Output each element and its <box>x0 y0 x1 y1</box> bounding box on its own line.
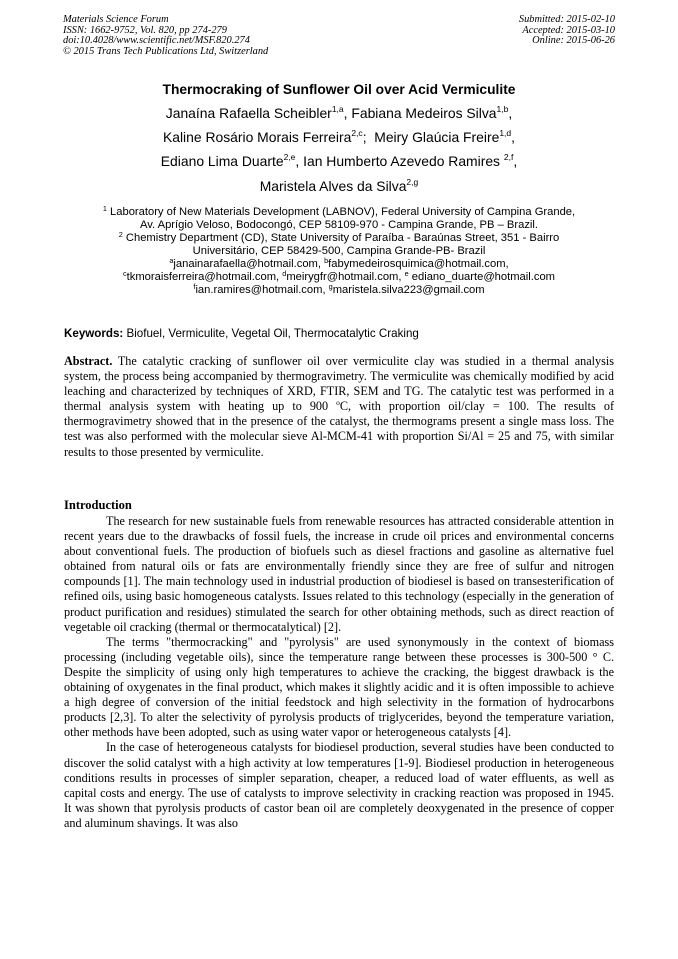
email-mark: b <box>324 256 329 266</box>
paragraph: The research for new sustainable fuels from renewable resources has attracted considerable attention in recent years due to the drawbacks of fossil fuels, the increase in crude oil prices and environmental concerns about conventional fuels. The production of biofuels such as diesel fractions and gasoline as alternative fuel obtained from natural oils or fats are environmentally friendly since they are free of sulfur and nitrogen compounds [1]. The main technology used in industrial production of biodiesel is based on transesterification of refined oils, using basic homogeneous catalysts. Issues related to this technology (especially in the generation of product purification and residues) stimulated the search for other obtaining methods, such as direct reaction of vegetable oil cracking (thermal or thermocatalytical) [2]. <box>64 514 614 634</box>
email-mark: e <box>404 269 409 279</box>
author-affil-mark: 1,b <box>496 104 509 114</box>
affil-text: Chemistry Department (CD), State University of Paraíba - Baraúnas Street, 351 - Bairro <box>122 232 560 245</box>
author-list <box>40 101 638 198</box>
author-affil-mark: 2,f <box>503 152 514 163</box>
author-name: Fabiana Medeiros Silva <box>351 105 497 121</box>
author-affil-mark: 2,c <box>351 128 363 139</box>
author-affil-mark: 2,e <box>283 152 296 163</box>
author-affil-mark: 2,g <box>406 176 419 187</box>
abstract-text: C, with proportion oil/clay = 100. The results of thermogravimetry showed that in the presence of the catalyst, the thermograms present a single mass loss. The test was also performed with the molecular sieve Al-MCM-41 with proportion Si/Al = 25 and 75, with similar results to those presented by vermiculite. <box>64 399 614 459</box>
affil-number: 1 <box>102 204 107 213</box>
affil-text: Laboratory of New Materials Development (LABNOV), Federal University of Campina Grande, <box>106 206 576 218</box>
online-date: Online: 2015-06-26 <box>532 35 615 47</box>
paragraph: The terms "thermocracking" and "pyrolysis" are used synonymously in the context of biomass processing (including vegetable oils), since the temperature range between these processes is 300-500 ° C. Despite the simplicity of using only high temperatures to achieve the cracking, the biggest drawback is the obtaining of oxygenates in the final product, which makes it slightly acidic and it is often impossible to achieve a high degree of conversion of the initial feedstock and high selectivity in the formation of hydrocarbons products [2,3]. To alter the selectivity of pyrolysis products of triglycerides, beyond the temperature variation, other methods have been adopted, such as using water vapor or heterogeneous catalysts [4]. <box>64 634 614 740</box>
email-mark: f <box>193 282 196 292</box>
journal-doi: doi:10.4028/www.scientific.net/MSF.820.274 <box>63 35 250 47</box>
journal-copyright: © 2015 Trans Tech Publications Ltd, Switzerland <box>63 46 269 58</box>
keywords-label: Keywords: <box>64 327 124 340</box>
submission-dates <box>519 15 615 47</box>
author-line: Janaína Rafaella Scheibler$^{1,a}$, Fabiana Medeiros Silva$^{1,b}$, <box>165 104 513 121</box>
affiliation-2-cont: Universitário, CEP 58429-500, Campina Grande-PB- Brazil <box>192 245 486 258</box>
affil-number: 2 <box>118 230 123 240</box>
email-mark: c <box>123 269 127 279</box>
email-mark: g <box>328 282 333 292</box>
author-line <box>40 174 638 198</box>
author-name: Janaína Rafaella Scheibler <box>165 105 332 121</box>
author-name: Ian Humberto Azevedo Ramires <box>303 153 504 170</box>
keywords-text: Biofuel, Vermiculite, Vegetal Oil, Thermocatalytic Craking <box>123 327 419 340</box>
author-affil-mark: 1,d <box>499 128 512 139</box>
email-address[interactable]: tkmoraisferreira@hotmail.com <box>126 271 277 284</box>
email-line: $^a$janainarafaella@hotmail.com, $^b$fabymedeirosquimica@hotmail.com, <box>169 256 509 271</box>
email-mark: d <box>282 269 287 279</box>
degree-mark: o <box>336 398 340 408</box>
accepted-date: Accepted: 2015-03-10 <box>522 24 615 36</box>
abstract-paragraph <box>64 354 614 460</box>
affiliations <box>40 206 638 297</box>
abstract <box>64 354 614 460</box>
author-line: Kaline Rosário Morais Ferreira$^{2,c}$; Meiry Glaúcia Freire$^{1,d}$, <box>162 128 515 146</box>
author-name: Kaline Rosário Morais Ferreira <box>162 129 352 146</box>
email-address[interactable]: maristela.silva223@gmail.com <box>332 284 485 297</box>
submitted-date: Submitted: 2015-02-10 <box>518 14 615 25</box>
email-address[interactable]: meirygfr@hotmail.com <box>286 271 399 284</box>
affiliation-2 <box>40 232 638 245</box>
email-address[interactable]: ian.ramires@hotmail.com <box>195 284 323 297</box>
paragraph: In the case of heterogeneous catalysts for biodiesel production, several studies have been conducted to discover the solid catalyst with a high activity at low temperatures [1-9]. Biodiesel production in heterogeneous conditions results in processes of simpler separation, cheaper, a reduced load of water effluents, as well as capital costs and energy. The use of catalysts to improve selectivity in cracking reaction was proposed in 1945. It was shown that pyrolysis products of castor bean oil are completely deoxygenated in the presence of copper and aluminum shavings. It was also <box>64 740 614 830</box>
paper-title: Thermocraking of Sunflower Oil over Acid Vermiculite <box>162 82 516 97</box>
author-name: Ediano Lima Duarte <box>160 153 284 170</box>
email-address[interactable]: fabymedeirosquimica@hotmail.com <box>328 258 506 271</box>
section-heading-introduction: Introduction <box>64 498 132 512</box>
keywords <box>64 327 616 340</box>
email-address[interactable]: ediano_duarte@hotmail.com <box>408 271 555 284</box>
affiliation-1 <box>40 206 638 219</box>
journal-issn: ISSN: 1662-9752, Vol. 820, pp 274-279 <box>63 24 227 36</box>
author-affil-mark: 1,a <box>331 104 344 114</box>
author-name: Maristela Alves da Silva <box>259 177 407 194</box>
journal-name: Materials Science Forum <box>63 14 169 25</box>
journal-info <box>63 15 268 58</box>
author-name: Meiry Glaúcia Freire <box>374 129 500 146</box>
affiliation-1-cont: Av. Aprígio Veloso, Bodocongó, CEP 58109-970 - Campina Grande, PB – Brazil. <box>139 219 539 232</box>
email-address[interactable]: janainarafaella@hotmail.com <box>173 258 318 271</box>
introduction-body <box>64 514 614 831</box>
author-line: Ediano Lima Duarte$^{2,e}$, Ian Humberto Azevedo Ramires $^{2,f}$, <box>160 152 518 170</box>
abstract-label: Abstract. <box>64 354 113 368</box>
abstract-text: The catalytic cracking of sunflower oil over vermiculite clay was studied in a thermal analysis system, the process being accompanied by thermogravimetry. The vermiculite was chemically modified by acid leaching and characterized by techniques of XRD, FTIR, SEM and TG. The catalytic test was performed in a thermal analysis system with heating up to 900 <box>64 354 614 414</box>
email-line: $^c$tkmoraisferreira@hotmail.com, $^d$meirygfr@hotmail.com, $^e$ ediano_duarte@hotmail.com <box>123 269 555 284</box>
email-mark: a <box>169 256 174 266</box>
email-line: $^f$ian.ramires@hotmail.com, $^g$maristela.silva223@gmail.com <box>193 282 485 297</box>
